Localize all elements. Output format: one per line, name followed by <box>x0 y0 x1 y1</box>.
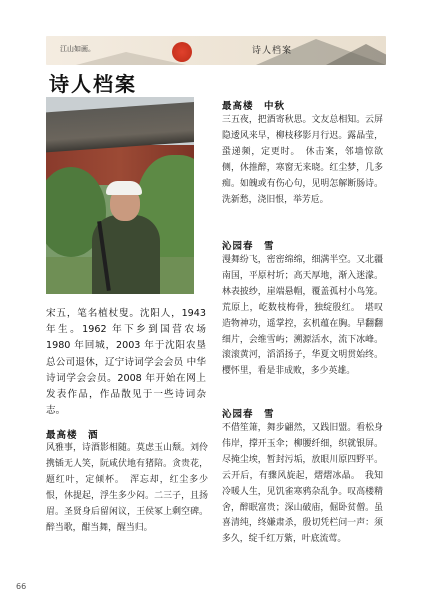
page-number: 66 <box>16 582 27 591</box>
poem-title: 沁园春 雪 <box>222 241 275 252</box>
banner-section-label: 诗人档案 <box>252 46 293 56</box>
poem-body: 风雅事，诗酒影相随。莫虑玉山颓。刘伶携锸无人笑，阮咸伏地有猪陪。贪贵花，题红叶，定倾杯。 浑忘却，红尘多少恨，休提起，浮生多少闷。二三子，且扬眉。圣贤身后留闲议，王侯冢上剩空碑。醉当歌，酣当舞，醒当归。 <box>46 443 208 533</box>
poem-body: 漫舞纷飞，密密绵绵，细满半空。又北疆南国，平原村圻；高天厚地，渐入迷濛。林表披纱，崖端悬帽，覆盖孤村小鸟笼。荒原上，屹数枝梅骨，独绽殷红。 堪叹造物神功，遥掌控，玄机蕴在胸。早翻翻细片，会维雪屿；溯源活水，流下冰峰。滚滚黄河，滔滔扬子，华夏文明贯始终。樱怀里，看是非成败，多少英雄。 <box>222 255 383 377</box>
poem-body: 不借笙箫，舞步翩然，又践旧盟。看松身伟岸，撑开玉伞；柳腰纤细，织就银屏。尽掩尘埃，暂封污垢，放眼川原四野平。云开后，有骤风旋起，熠熠冰晶。 我知冷暖人生，见饥雀寒鸦杂乱争。叹高楼精舍，醉眠富贵；深山破庙，倔卧贫僧。虽喜清纯，终嫌肃杀，殷切凭栏问一声：须多久，绽千红万紫，叶底流莺。 <box>222 423 383 545</box>
red-sun-icon <box>172 42 192 62</box>
page-title: 诗人档案 <box>49 72 137 96</box>
poet-bio: 宋五，笔名植杖叟。沈阳人，1943 年生。1962 年下乡到国营农场 1980 年回城，2003 年于沈阳农垦总公司退休，辽宁诗词学会会员 中华诗词学会会员。2008 年开始在网上发表作品，作品散见于一些诗词杂志。 <box>46 308 206 417</box>
poem-body: 三五夜，把酒寄秋思。文友总相知。云屏隐逶风来早，柳枝移影月行迟。露晶莹，蛩递频，定更时。 休击案，邻墙惊欲侧，休推醉，寒窗无来晓。红尘梦，几多痴。如魄或有伤心句，见明怎解断肠诗。洗新愁，浇旧恨，举芳卮。 <box>222 115 383 205</box>
poet-photo <box>46 97 194 294</box>
mountain-decoration <box>326 44 386 65</box>
banner-motto: 江山如画。 <box>60 45 95 53</box>
header-banner <box>46 36 386 65</box>
poem-title: 沁园春 雪 <box>222 409 275 420</box>
poem-title: 最高楼 中秋 <box>222 101 286 112</box>
poem-title: 最高楼 酒 <box>46 430 99 441</box>
